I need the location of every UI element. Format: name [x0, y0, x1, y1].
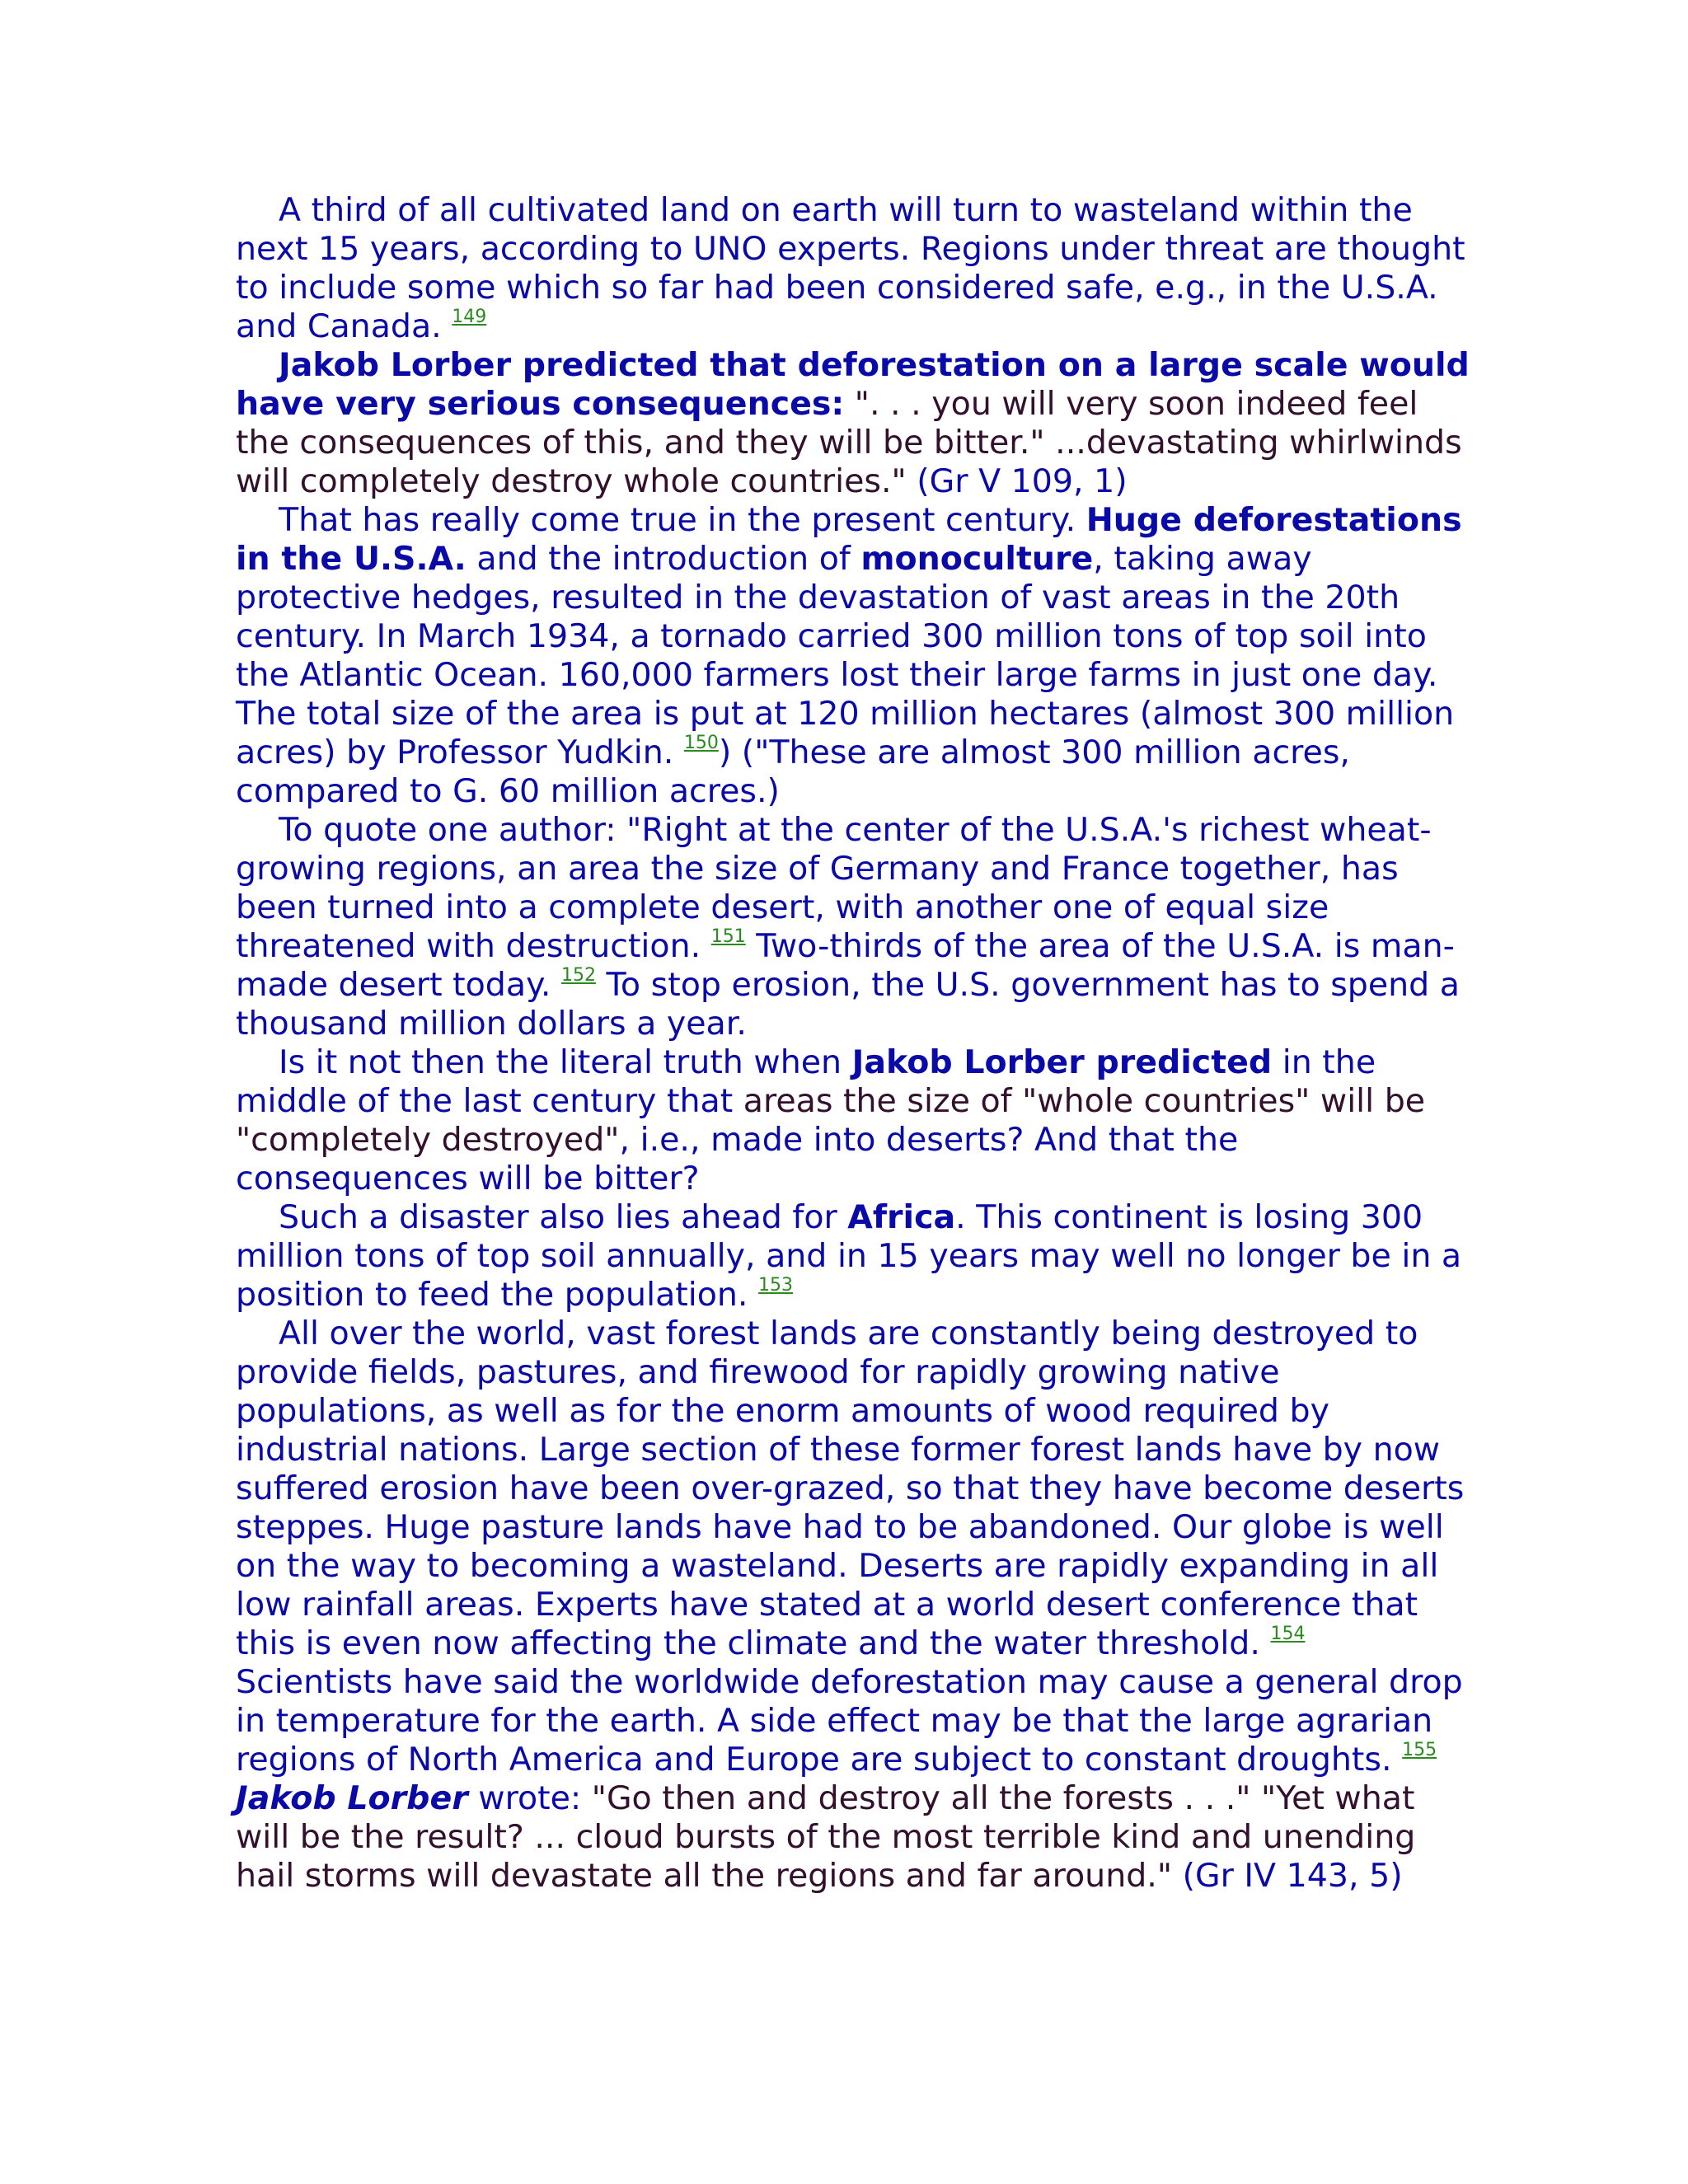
text-span: ) ("These are almost 300 million acres, compared to G. 60 million acres.)	[236, 733, 1350, 810]
text-span: Is it not then the literal truth when	[279, 1043, 852, 1081]
text-span: Scientists have said the worldwide deforestation may cause a general drop in temperature for the earth. A side effect may be that the large agrarian regions of North America and Europe are subject to constant droughts.	[236, 1663, 1463, 1779]
quotation-text: "Go then and destroy all the forests . . ." "Yet what will be the result? ... cloud bursts of the most terrible kind and unending hail storms will devastate all the regions and far around."	[236, 1779, 1416, 1895]
footnote-link-152[interactable]: 152	[560, 965, 596, 986]
text-span: To quote one author: "Right at the center of the U.S.A.'s richest wheat-growing regions, an area the size of Germany and France together, has been turned into a complete desert, with another one of equal size threatened with destruction.	[236, 811, 1432, 965]
paragraph-5	[236, 1043, 1472, 1198]
emphasis-text: monoculture	[860, 540, 1094, 578]
footnote-link-153[interactable]: 153	[758, 1275, 794, 1296]
emphasis-text: Huge deforestations in the U.S.A.	[236, 501, 1462, 578]
emphasis-text: Africa	[847, 1198, 956, 1236]
emphasis-text: Jakob Lorber predicted that deforestation on a large scale would have very serious consequences:	[236, 346, 1470, 423]
footnote-link-150[interactable]: 150	[683, 733, 719, 753]
quotation-text: areas the size of "whole countries" will be "completely destroyed"	[236, 1082, 1426, 1159]
quotation-text: ". . . you will very soon indeed feel the consequences of this, and they will be bitter." ...devastating whirlwinds will completely destroy whole countries."	[236, 385, 1462, 500]
paragraph-4	[236, 811, 1472, 1043]
paragraph-2	[236, 346, 1472, 501]
footnote-link-151[interactable]: 151	[710, 926, 746, 947]
paragraph-6	[236, 1198, 1472, 1315]
emphasis-text: Jakob Lorber	[236, 1779, 468, 1817]
citation-text: (Gr V 109, 1)	[906, 462, 1128, 500]
citation-text: (Gr IV 143, 5)	[1172, 1857, 1403, 1895]
paragraph-3	[236, 501, 1472, 811]
paragraph-7	[236, 1315, 1472, 1896]
text-span: wrote:	[467, 1779, 592, 1817]
text-span: , taking away protective hedges, resulted in the devastation of vast areas in the 20th century. In March 1934, a tornado carried 300 million tons of top soil into the Atlantic Ocean. 160,000 farmers lost their large farms in just one day. The total size of the area is put at 120 million hectares (almost 300 million acres) by Professor Yudkin.	[236, 540, 1455, 771]
text-span: Two-thirds of the area of the U.S.A. is man-made desert today.	[236, 927, 1455, 1004]
text-span: and the introduction of	[466, 540, 861, 578]
text-span: A third of all cultivated land on earth will turn to wasteland within the next 15 years, according to UNO experts. Regions under threat are thought to include some which so far had been considered safe, e.g., in the U.S.A. and Canada.	[236, 191, 1465, 345]
text-span: To stop erosion, the U.S. government has to spend a thousand million dollars a year.	[236, 966, 1461, 1043]
text-span: . This continent is losing 300 million tons of top soil annually, and in 15 years may well no longer be in a position to feed the population.	[236, 1198, 1462, 1314]
text-span: Such a disaster also lies ahead for	[279, 1198, 848, 1236]
footnote-link-155[interactable]: 155	[1402, 1740, 1437, 1760]
text-span: in the middle of the last century that	[236, 1043, 1376, 1120]
footnote-link-149[interactable]: 149	[452, 307, 487, 327]
paragraph-1	[236, 191, 1472, 346]
body-text	[236, 191, 1472, 1896]
text-span: All over the world, vast forest lands are constantly being destroyed to provide fields, pastures, and firewood for rapidly growing native populations, as well as for the enorm amounts of wood required by industrial nations. Large section of these former forest lands have by now suffered erosion have been over-grazed, so that they have become deserts steppes. Huge pasture lands have had to be abandoned. Our globe is well on the way to becoming a wasteland. Deserts are rapidly expanding in all low rainfall areas. Experts have stated at a world desert conference that this is even now affecting the climate and the water threshold.	[236, 1315, 1465, 1662]
emphasis-text: Jakob Lorber predicted	[851, 1043, 1273, 1081]
text-span: , i.e., made into deserts? And that the consequences will be bitter?	[236, 1121, 1239, 1197]
text-span: That has really come true in the present century.	[279, 501, 1086, 539]
footnote-link-154[interactable]: 154	[1270, 1624, 1306, 1644]
